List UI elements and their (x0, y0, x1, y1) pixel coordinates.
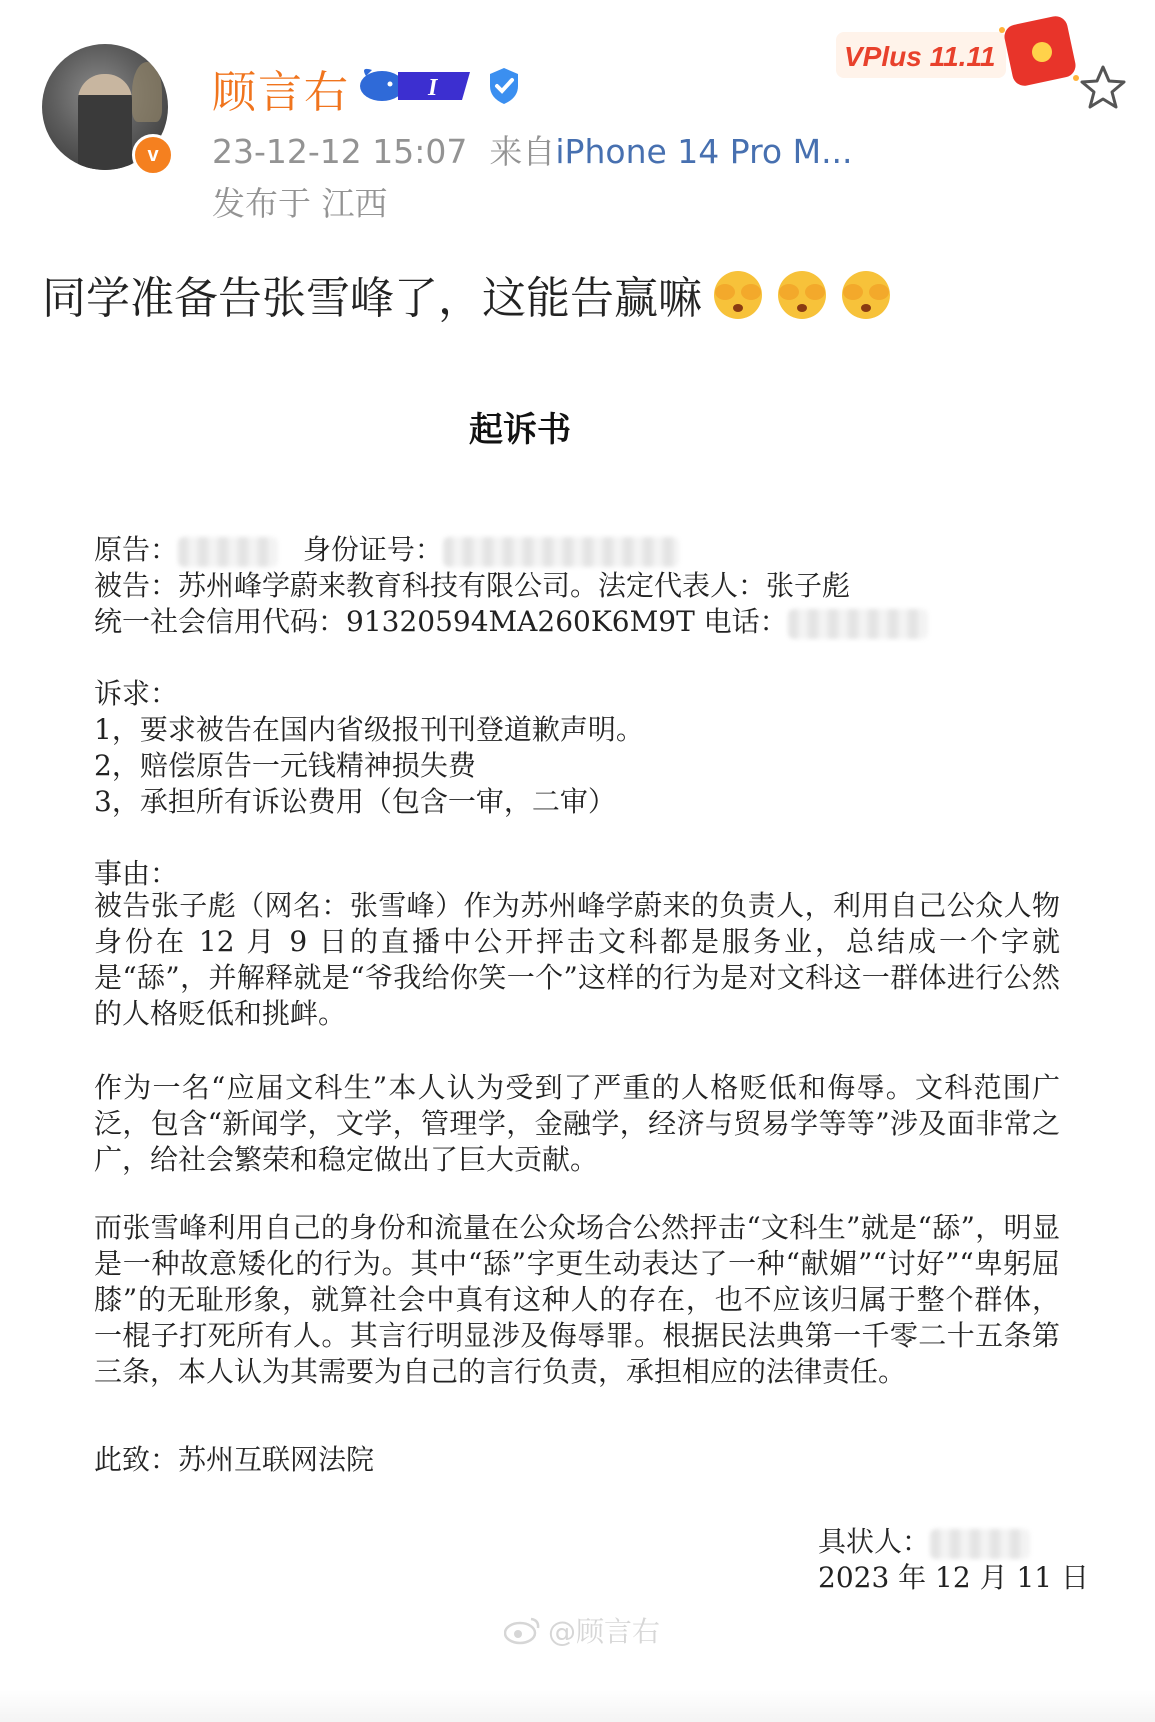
signer-line (818, 1520, 1030, 1560)
redacted-id (443, 537, 679, 567)
addressee: 此致：苏州互联网法院 (94, 1443, 375, 1476)
signer-label: 具状人： (818, 1525, 931, 1558)
document-date: 2023 年 12 月 11 日 (818, 1561, 1090, 1594)
redacted-signer (930, 1529, 1030, 1559)
bottom-divider (0, 1690, 1155, 1722)
weibo-watermark (504, 1610, 660, 1650)
vplus-banner-icon[interactable] (836, 14, 1086, 92)
plaintiff-line (94, 528, 679, 568)
vplus-text: VPlus 11.11 (844, 41, 996, 72)
credit-code-line (94, 600, 928, 640)
vip-level-text: I (428, 75, 438, 101)
redacted-name (178, 537, 278, 567)
reason-paragraph-3: 而张雪峰利用自己的身份和流量在公众场合公然抨击“文科生”就是“舔”，明显是一种故意矮化的行为。其中“舔”字更生动表达了一种“献媚”“讨好”“卑躬屈膝”的无耻形象，就算社会中真有这种人的存在，也不应该归属于整个群体，一棍子打死所有人。其言行明显涉及侮辱罪。根据民法典第一千零二十五条第三条，本人认为其需要为自己的言行负责，承担相应的法律责任。 (94, 1211, 1060, 1388)
post-timestamp: 23-12-12 15:07 (212, 132, 468, 171)
document-title: 起诉书 (469, 410, 571, 450)
blue-verified-icon (484, 66, 524, 106)
redacted-phone (788, 609, 928, 639)
claim-item: 2，赔偿原告一元钱精神损失费 (94, 749, 476, 782)
cover-face-emoji-icon (838, 266, 894, 322)
avatar-figure (78, 74, 132, 170)
weibo-logo-icon (504, 1615, 542, 1645)
post-text-content: 同学准备告张雪峰了，这能告赢嘛 (42, 273, 702, 324)
favorite-star-icon[interactable] (1078, 62, 1128, 112)
claim-item: 3，承担所有诉讼费用（包含一审，二审） (94, 785, 616, 818)
claim-item: 1，要求被告在国内省级报刊刊登道歉声明。 (94, 713, 644, 746)
cover-face-emoji-icon (710, 266, 766, 322)
watermark-text: @顾言右 (548, 1615, 661, 1648)
claims-heading: 诉求： (94, 677, 179, 710)
whale-member-badge-icon[interactable] (358, 64, 474, 106)
post-meta (212, 126, 853, 173)
reason-paragraph-1: 被告张子彪（网名：张雪峰）作为苏州峰学蔚来的负责人，利用自己公众人物身份在 12 月 9 日的直播中公开抨击文科都是服务业，总结成一个字就是“舔”，并解释就是“爷我给你笑一个”这样的行为是对文科这一群体进行公然的人格贬低和挑衅。 (94, 889, 1060, 1030)
post-text (42, 262, 894, 326)
credit-code-text: 统一社会信用代码：91320594MA260K6M9T 电话： (94, 605, 788, 638)
id-label: 身份证号： (302, 533, 443, 566)
author-name[interactable]: 顾言右 (212, 67, 350, 118)
source-prefix: 来自 (489, 132, 556, 171)
reason-paragraph-2: 作为一名“应届文科生”本人认为受到了严重的人格贬低和侮辱。文科范围广泛，包含“新闻学，文学，管理学，金融学，经济与贸易学等等”涉及面非常之广，给社会繁荣和稳定做出了巨大贡献。 (94, 1071, 1060, 1176)
plaintiff-label: 原告： (94, 533, 179, 566)
source-device-link[interactable]: iPhone 14 Pro M... (555, 132, 853, 171)
orange-verified-icon: v (132, 134, 174, 176)
lawsuit-document-image[interactable] (0, 360, 1155, 1722)
reason-heading: 事由： (94, 857, 179, 890)
avatar-background (132, 62, 162, 122)
defendant-line: 被告：苏州峰学蔚来教育科技有限公司。法定代表人：张子彪 (94, 569, 851, 602)
post-location: 发布于 江西 (212, 184, 388, 223)
cover-face-emoji-icon (774, 266, 830, 322)
